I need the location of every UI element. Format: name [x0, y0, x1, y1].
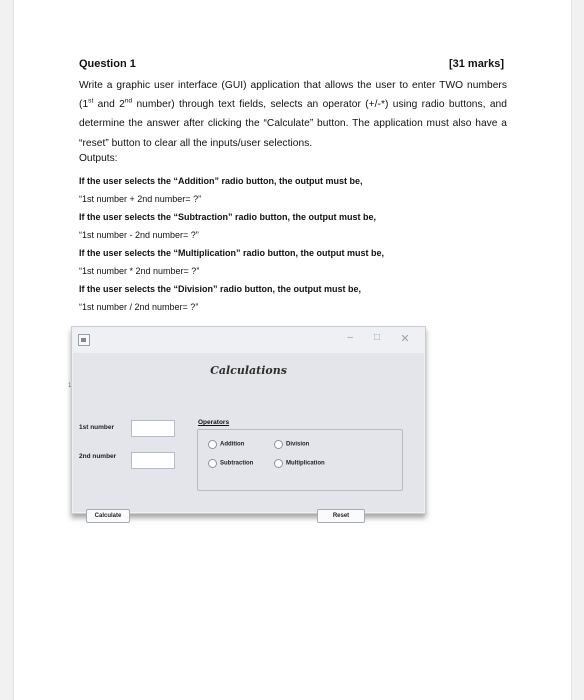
second-number-field[interactable]	[131, 452, 175, 469]
multiplication-radio[interactable]: Multiplication	[274, 459, 325, 469]
superscript-nd: nd	[124, 97, 133, 105]
minimize-button[interactable]: –	[347, 332, 353, 343]
question-header	[79, 58, 504, 74]
question-marks: [31 marks]	[448, 58, 504, 70]
outputs-label: Outputs:	[79, 153, 118, 164]
first-number-field[interactable]	[131, 420, 175, 437]
question-title: Question 1	[79, 58, 136, 70]
second-number-label: 2nd number	[79, 453, 117, 460]
window-content	[73, 353, 424, 519]
window-titlebar	[72, 327, 425, 353]
case-output: “1st number / 2nd number= ?”	[79, 302, 199, 312]
case-condition: If the user selects the “Addition” radio button, the output must be,	[79, 176, 363, 186]
maximize-button[interactable]: □	[373, 332, 381, 343]
operators-group	[197, 429, 403, 491]
case-condition: If the user selects the “Multiplication” radio button, the output must be,	[79, 248, 385, 258]
close-button[interactable]: ✕	[400, 333, 410, 345]
calculations-title: Calculations	[210, 364, 287, 377]
calculate-button[interactable]: Calculate	[86, 509, 130, 523]
app-icon	[78, 334, 90, 346]
reset-button[interactable]: Reset	[317, 509, 365, 523]
case-condition: If the user selects the “Subtraction” radio button, the output must be,	[79, 212, 377, 222]
stray-mark: 1	[68, 383, 72, 389]
gui-window-screenshot	[71, 326, 426, 519]
subtraction-radio[interactable]: Subtraction	[208, 459, 253, 469]
case-output: “1st number * 2nd number= ?”	[79, 266, 200, 276]
division-radio[interactable]: Division	[274, 440, 309, 450]
radio-circle-icon	[274, 440, 283, 449]
radio-circle-icon	[208, 440, 217, 449]
question-intro-part2: and 2	[93, 99, 125, 111]
case-condition: If the user selects the “Division” radio button, the output must be,	[79, 284, 362, 294]
radio-circle-icon	[274, 459, 283, 468]
question-body	[79, 76, 507, 153]
superscript-st: st	[88, 97, 94, 105]
question-intro-part3: number) through text fields, selects an operator (+/-*) using radio buttons, and determine the answer after clicking the “Calculate” button. The application must also have a “reset” button to clear all the inputs/user selections.	[79, 99, 507, 149]
radio-circle-icon	[208, 459, 217, 468]
case-output: “1st number + 2nd number= ?”	[79, 194, 202, 204]
first-number-label: 1st number	[79, 424, 115, 431]
case-output: “1st number - 2nd number= ?”	[79, 230, 199, 240]
question-intro-part1: Write a graphic user interface (GUI) application that allows the user to enter TWO numbers (1	[79, 80, 507, 111]
addition-radio[interactable]: Addition	[208, 440, 244, 450]
output-cases	[79, 172, 519, 316]
operators-label: Operators	[198, 419, 230, 426]
